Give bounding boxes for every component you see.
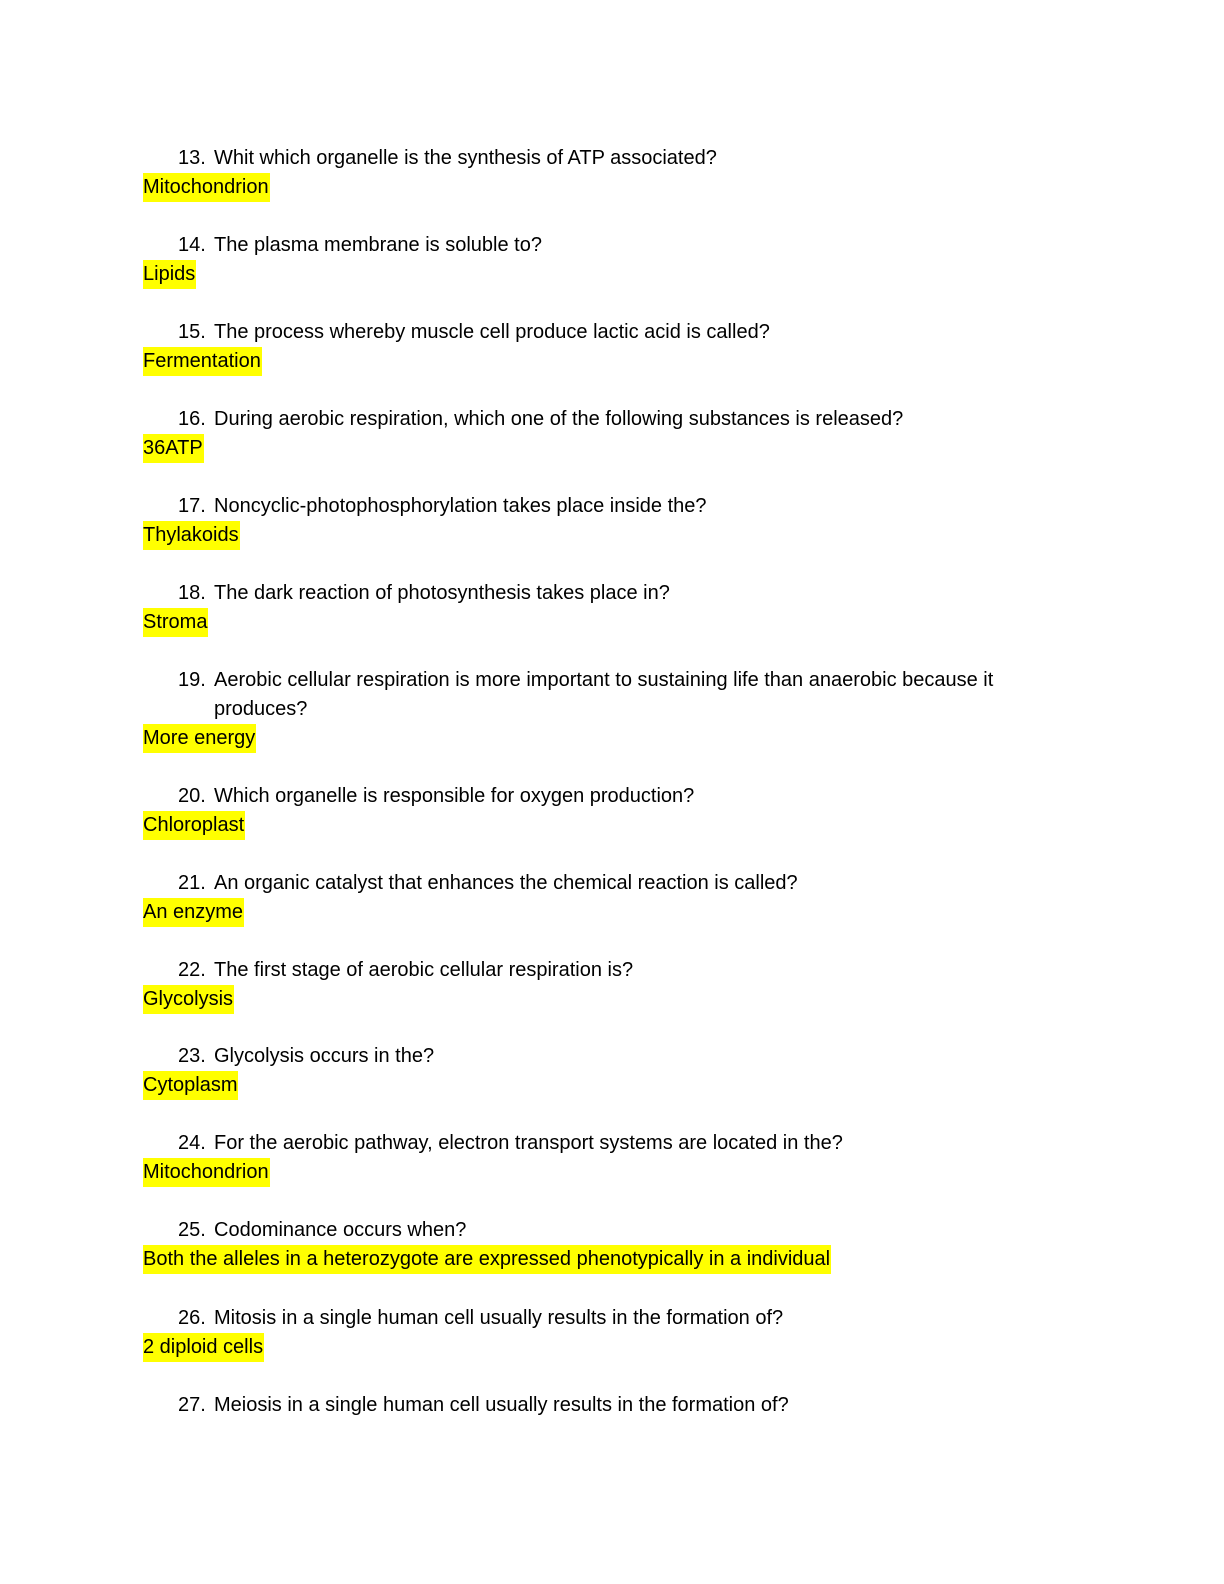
question-number: 19. — [178, 669, 206, 691]
question-text: Aerobic cellular respiration is more important to sustaining life than anaerobic because it produces? — [214, 669, 994, 720]
question-text: Codominance occurs when? — [214, 1219, 467, 1241]
question-number: 24. — [178, 1132, 206, 1154]
highlighted-answer: Stroma — [143, 608, 208, 637]
highlighted-answer: Chloroplast — [143, 811, 245, 840]
question — [178, 666, 1103, 724]
question — [178, 1304, 1103, 1333]
question — [178, 1216, 1103, 1245]
question-text: Glycolysis occurs in the? — [214, 1045, 435, 1067]
question-text: The first stage of aerobic cellular respiration is? — [214, 959, 634, 981]
question-number: 21. — [178, 872, 206, 894]
qa-item-19 — [143, 666, 1103, 753]
qa-item-24 — [143, 1129, 1103, 1187]
question-number: 17. — [178, 495, 206, 517]
highlighted-answer: Fermentation — [143, 347, 262, 376]
question-text: Which organelle is responsible for oxygen production? — [214, 785, 695, 807]
qa-item-13 — [143, 144, 1103, 202]
question — [178, 1391, 1103, 1420]
qa-item-18 — [143, 579, 1103, 637]
question — [178, 782, 1103, 811]
question-number: 18. — [178, 582, 206, 604]
question-number: 16. — [178, 408, 206, 430]
highlighted-answer: Mitochondrion — [143, 1158, 270, 1187]
qa-item-14 — [143, 231, 1103, 289]
question-text: Mitosis in a single human cell usually results in the formation of? — [214, 1307, 784, 1329]
qa-item-20 — [143, 782, 1103, 840]
qa-item-15 — [143, 318, 1103, 376]
question — [178, 405, 1103, 434]
question-number: 22. — [178, 959, 206, 981]
question — [178, 1129, 1103, 1158]
question — [178, 318, 1103, 347]
qa-item-16 — [143, 405, 1103, 463]
question-text: The process whereby muscle cell produce lactic acid is called? — [214, 321, 770, 343]
question — [178, 579, 1103, 608]
question-text: An organic catalyst that enhances the chemical reaction is called? — [214, 872, 798, 894]
highlighted-answer: Thylakoids — [143, 521, 240, 550]
highlighted-answer: 36ATP — [143, 434, 204, 463]
qa-item-27 — [143, 1391, 1103, 1420]
highlighted-answer: An enzyme — [143, 898, 244, 927]
question — [178, 492, 1103, 521]
question-text: For the aerobic pathway, electron transport systems are located in the? — [214, 1132, 843, 1154]
question — [178, 144, 1103, 173]
question-text: The plasma membrane is soluble to? — [214, 234, 542, 256]
question-number: 27. — [178, 1394, 206, 1416]
qa-item-25 — [143, 1216, 1103, 1274]
highlighted-answer: Cytoplasm — [143, 1071, 238, 1100]
qa-item-17 — [143, 492, 1103, 550]
question-number: 13. — [178, 147, 206, 169]
highlighted-answer: Lipids — [143, 260, 196, 289]
question — [178, 869, 1103, 898]
highlighted-answer: 2 diploid cells — [143, 1333, 264, 1362]
question-text: The dark reaction of photosynthesis takes place in? — [214, 582, 670, 604]
question-number: 14. — [178, 234, 206, 256]
question-number: 25. — [178, 1219, 206, 1241]
qa-item-21 — [143, 869, 1103, 927]
question-number: 20. — [178, 785, 206, 807]
question-number: 23. — [178, 1045, 206, 1067]
qa-item-23 — [143, 1042, 1103, 1100]
question-text: Whit which organelle is the synthesis of ATP associated? — [214, 147, 717, 169]
highlighted-answer: More energy — [143, 724, 256, 753]
question — [178, 1042, 1103, 1071]
question-text: Noncyclic-photophosphorylation takes place inside the? — [214, 495, 707, 517]
question-number: 15. — [178, 321, 206, 343]
highlighted-answer: Both the alleles in a heterozygote are expressed phenotypically in a individual — [143, 1245, 831, 1274]
qa-item-22 — [143, 956, 1103, 1014]
highlighted-answer: Mitochondrion — [143, 173, 270, 202]
question-text: Meiosis in a single human cell usually results in the formation of? — [214, 1394, 789, 1416]
question — [178, 956, 1103, 985]
question-number: 26. — [178, 1307, 206, 1329]
highlighted-answer: Glycolysis — [143, 985, 234, 1014]
qa-item-26 — [143, 1304, 1103, 1362]
question-text: During aerobic respiration, which one of the following substances is released? — [214, 408, 904, 430]
question — [178, 231, 1103, 260]
